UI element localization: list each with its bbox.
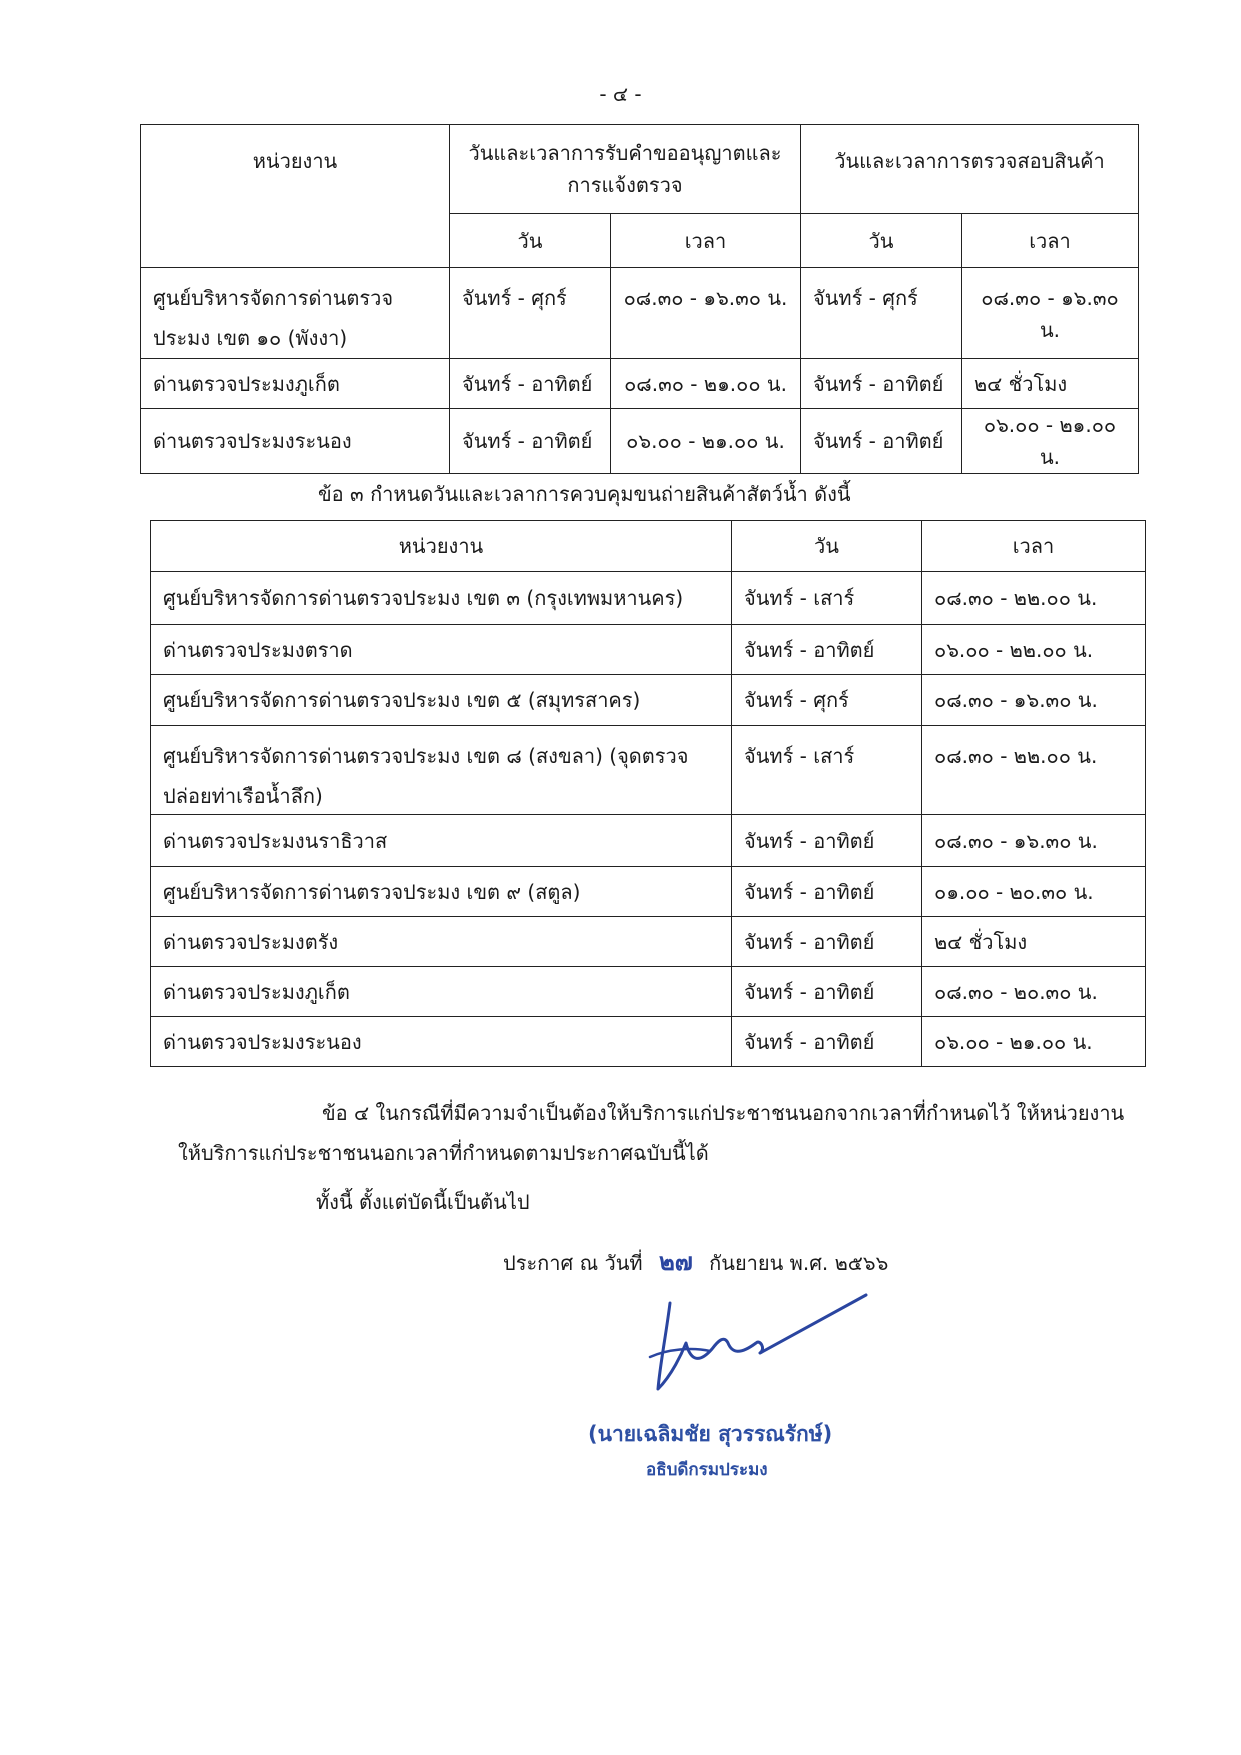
- time-cell: ๐๘.๓๐ - ๒๒.๐๐ น.: [922, 726, 1146, 815]
- time-cell: ๐๘.๓๐ - ๑๖.๓๐ น.: [922, 675, 1146, 726]
- header-time: เวลา: [922, 521, 1146, 572]
- header-unit: หน่วยงาน: [141, 125, 450, 268]
- header-permit-day: วัน: [450, 214, 611, 268]
- announce-prefix: ประกาศ ณ วันที่: [503, 1251, 643, 1275]
- unit-cell: ศูนย์บริหารจัดการด่านตรวจประมง เขต ๓ (กรุงเทพมหานคร): [151, 572, 732, 625]
- unit-cell: ด่านตรวจประมงตรัง: [151, 917, 732, 967]
- day-cell: จันทร์ - อาทิตย์: [732, 967, 922, 1017]
- inspect-day-cell: จันทร์ - อาทิตย์: [801, 409, 962, 474]
- page-number: - ๔ -: [599, 82, 642, 106]
- permit-day-cell: จันทร์ - อาทิตย์: [450, 359, 611, 409]
- header-inspect-group: วันและเวลาการตรวจสอบสินค้า: [801, 125, 1139, 214]
- inspect-day-cell: จันทร์ - ศุกร์: [801, 268, 962, 359]
- unit-cell: ด่านตรวจประมงตราด: [151, 625, 732, 675]
- table-row: [151, 867, 1146, 917]
- header-inspect-time: เวลา: [962, 214, 1139, 268]
- table-row: [141, 268, 1139, 359]
- time-cell: ๐๘.๓๐ - ๒๒.๐๐ น.: [922, 572, 1146, 625]
- announce-day-handwritten: ๒๗: [658, 1247, 693, 1276]
- signatory-name: (นายเฉลิมชัย สุวรรณรักษ์): [588, 1422, 833, 1446]
- table-row: [151, 675, 1146, 726]
- inspect-day-cell: จันทร์ - อาทิตย์: [801, 359, 962, 409]
- effective-statement: ทั้งนี้ ตั้งแต่บัดนี้เป็นต้นไป: [316, 1190, 530, 1214]
- announce-suffix: กันยายน พ.ศ. ๒๕๖๖: [709, 1251, 889, 1275]
- time-cell: ๐๘.๓๐ - ๒๐.๓๐ น.: [922, 967, 1146, 1017]
- header-inspect-day: วัน: [801, 214, 962, 268]
- table-row: [151, 917, 1146, 967]
- day-cell: จันทร์ - อาทิตย์: [732, 867, 922, 917]
- announcement-date: [503, 1242, 888, 1281]
- permit-time-cell: ๐๘.๓๐ - ๒๑.๐๐ น.: [611, 359, 801, 409]
- table-row: [151, 625, 1146, 675]
- day-cell: จันทร์ - อาทิตย์: [732, 815, 922, 867]
- transshipment-table: [150, 520, 1146, 1067]
- header-permit-line1: วันและเวลาการรับคำขออนุญาตและ: [468, 141, 782, 165]
- time-cell: ๒๔ ชั่วโมง: [922, 917, 1146, 967]
- signatory-title: อธิบดีกรมประมง: [646, 1460, 768, 1480]
- clause-4-line-2: ให้บริการแก่ประชาชนนอกเวลาที่กำหนดตามประกาศฉบับนี้ได้: [178, 1141, 709, 1165]
- unit-cell: ด่านตรวจประมงนราธิวาส: [151, 815, 732, 867]
- signature: [620, 1285, 880, 1405]
- time-cell: ๐๖.๐๐ - ๒๒.๐๐ น.: [922, 625, 1146, 675]
- header-day: วัน: [732, 521, 922, 572]
- table-row: [151, 815, 1146, 867]
- permit-day-cell: จันทร์ - ศุกร์: [450, 268, 611, 359]
- permit-day-cell: จันทร์ - อาทิตย์: [450, 409, 611, 474]
- inspect-time-cell: ๐๘.๓๐ - ๑๖.๓๐ น.: [962, 268, 1139, 359]
- table-row: [141, 409, 1139, 474]
- header-unit: หน่วยงาน: [151, 521, 732, 572]
- unit-cell: ด่านตรวจประมงระนอง: [141, 409, 450, 474]
- inspect-time-cell: ๒๔ ชั่วโมง: [962, 359, 1139, 409]
- day-cell: จันทร์ - อาทิตย์: [732, 625, 922, 675]
- header-permit-line2: การแจ้งตรวจ: [567, 173, 683, 197]
- inspect-time-cell: ๐๖.๐๐ - ๒๑.๐๐ น.: [962, 409, 1139, 474]
- day-cell: จันทร์ - เสาร์: [732, 726, 922, 815]
- day-cell: จันทร์ - อาทิตย์: [732, 1017, 922, 1067]
- table-row: [141, 359, 1139, 409]
- unit-cell: ศูนย์บริหารจัดการด่านตรวจ ประมง เขต ๑๐ (พังงา): [141, 268, 450, 359]
- time-cell: ๐๘.๓๐ - ๑๖.๓๐ น.: [922, 815, 1146, 867]
- header-permit-group: [450, 125, 801, 214]
- day-cell: จันทร์ - อาทิตย์: [732, 917, 922, 967]
- time-cell: ๐๑.๐๐ - ๒๐.๓๐ น.: [922, 867, 1146, 917]
- time-cell: ๐๖.๐๐ - ๒๑.๐๐ น.: [922, 1017, 1146, 1067]
- unit-cell: ศูนย์บริหารจัดการด่านตรวจประมง เขต ๘ (สงขลา) (จุดตรวจ ปล่อยท่าเรือน้ำลึก): [151, 726, 732, 815]
- permit-inspection-table: [140, 124, 1139, 474]
- clause-3: ข้อ ๓ กำหนดวันและเวลาการควบคุมขนถ่ายสินค้าสัตว์น้ำ ดังนี้: [318, 482, 851, 506]
- unit-cell: ด่านตรวจประมงภูเก็ต: [151, 967, 732, 1017]
- day-cell: จันทร์ - ศุกร์: [732, 675, 922, 726]
- clause-4-line-1: ข้อ ๔ ในกรณีที่มีความจำเป็นต้องให้บริการแก่ประชาชนนอกจากเวลาที่กำหนดไว้ ให้หน่วยงาน: [322, 1101, 1125, 1125]
- table-row: [151, 1017, 1146, 1067]
- unit-cell: ศูนย์บริหารจัดการด่านตรวจประมง เขต ๕ (สมุทรสาคร): [151, 675, 732, 726]
- table-row: [151, 726, 1146, 815]
- header-permit-time: เวลา: [611, 214, 801, 268]
- permit-time-cell: ๐๖.๐๐ - ๒๑.๐๐ น.: [611, 409, 801, 474]
- day-cell: จันทร์ - เสาร์: [732, 572, 922, 625]
- table-row: [151, 572, 1146, 625]
- table-row: [151, 967, 1146, 1017]
- unit-cell: ด่านตรวจประมงภูเก็ต: [141, 359, 450, 409]
- unit-cell: ศูนย์บริหารจัดการด่านตรวจประมง เขต ๙ (สตูล): [151, 867, 732, 917]
- unit-cell: ด่านตรวจประมงระนอง: [151, 1017, 732, 1067]
- permit-time-cell: ๐๘.๓๐ - ๑๖.๓๐ น.: [611, 268, 801, 359]
